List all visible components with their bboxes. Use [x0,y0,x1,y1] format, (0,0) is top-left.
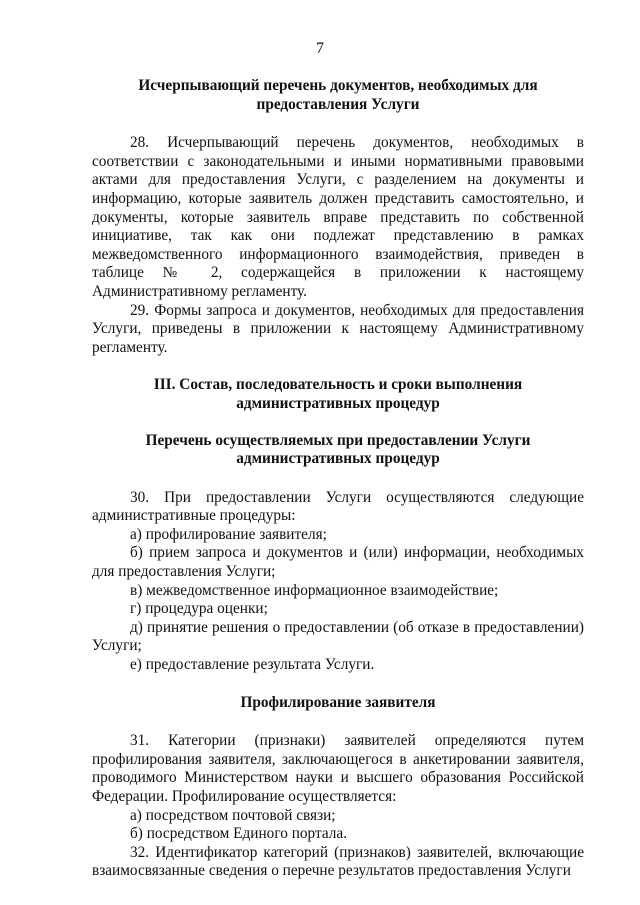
list-item: е) предоставление результата Услуги. [130,656,375,674]
paragraph-28: 28. Исчерпывающий перечень документов, необходимых в соответствии с законодательными и иными нормативными правовыми актами для предоставления Услуги, с разделением на документы и информацию, которые заявитель должен представить самостоятельно, и документы, которые заявитель вправе представить по собственной инициативе, так как они подлежат представлению в рамках межведомственного информационного взаимодействия, приведен в таблице № 2, содержащейся в приложении к настоящему Административному регламенту. [92,134,584,300]
paragraph-31: 31. Категории (признаки) заявителей определяются путем профилирования заявителя, заключающегося в анкетировании заявителя, проводимого Министерством науки и высшего образования Российской Федерации. Профилирование осуществляется: [92,732,584,805]
list-item: а) профилирование заявителя; [130,525,327,543]
heading-line: административных процедур [236,394,440,412]
heading-line: административных процедур [236,450,440,468]
list-item: а) посредством почтовой связи; [130,806,336,824]
section-heading-procedures [92,376,584,413]
list-item: д) принятие решения о предоставлении (об отказе в предоставлении) Услуги; [92,618,584,655]
heading-line: III. Состав, последовательность и сроки выполнения [153,376,523,394]
page-content [92,77,584,881]
section-heading-procedure-list [92,432,584,469]
list-item: г) процедура оценки; [130,600,268,618]
paragraph-30: 30. При предоставлении Услуги осуществляются следующие административные процедуры: [92,488,584,525]
page-number: 7 [316,40,324,57]
paragraph-29: 29. Формы запроса и документов, необходимых для предоставления Услуги, приведены в приложении к настоящему Административному регламенту. [92,301,584,356]
list-item: в) межведомственное информационное взаимодействие; [130,581,499,599]
section-heading-documents [92,77,584,114]
heading-line: Исчерпывающий перечень документов, необходимых для [138,77,538,94]
heading-line: предоставления Услуги [256,95,420,113]
paragraph-32: 32. Идентификатор категорий (признаков) заявителей, включающие взаимосвязанные сведения о перечне результатов предоставления Услуги [92,843,584,880]
list-item: б) посредством Единого портала. [130,825,348,843]
section-heading-profiling: Профилирование заявителя [240,693,436,711]
list-item: б) прием запроса и документов и (или) информации, необходимых для предоставления Услуги; [92,544,584,581]
heading-line: Перечень осуществляемых при предоставлении Услуги [145,431,531,449]
